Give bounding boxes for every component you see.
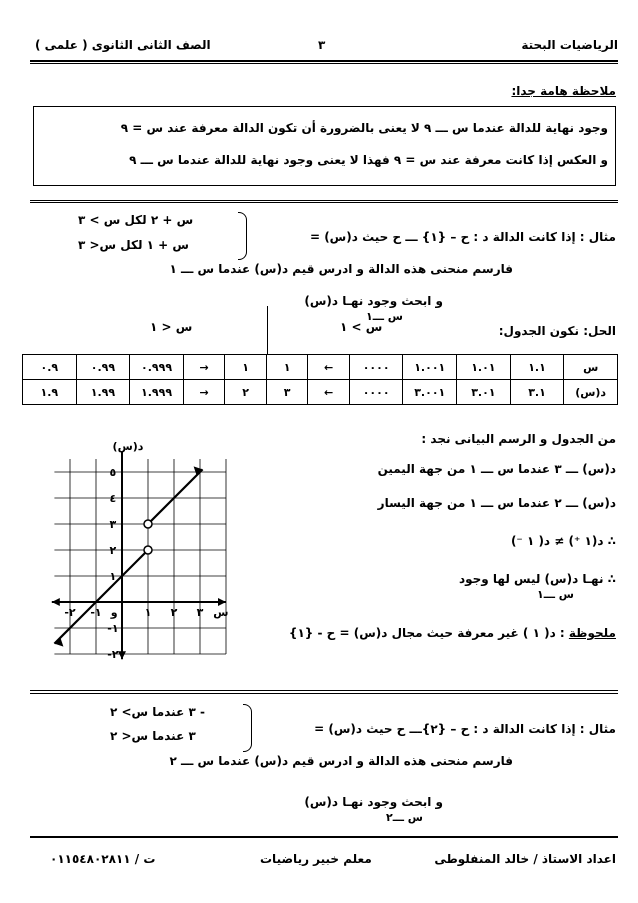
- x-tick-label: ٢: [170, 606, 178, 619]
- footer-phone-number: ٠١١٥٤٨٠٢٨١١: [50, 852, 131, 866]
- y-tick-label: ٢: [109, 544, 117, 557]
- table-cell: ٠.٩٩: [76, 355, 130, 380]
- table-cell: ٠٠٠٠: [349, 380, 403, 405]
- example1-case-1: س + ٢ لكل س > ٣: [78, 213, 194, 227]
- remark: [289, 626, 616, 640]
- subject-title: الرياضيات البحتة: [521, 38, 618, 52]
- example2-limit-sub: س ـــ٢: [385, 811, 423, 824]
- solution-label: الحل: نكون الجدول:: [498, 324, 616, 338]
- table-cell: ١: [266, 355, 307, 380]
- analysis-right-limit: د(س) ـــ ٣ عندما س ـــ ١ من جهة اليمين: [377, 462, 616, 476]
- table-cell: →: [183, 380, 224, 405]
- piecewise-brace: [238, 212, 247, 260]
- values-table: [22, 354, 618, 405]
- x-tick-label: ١: [144, 606, 152, 619]
- example1-task-2: و ابحث وجود نهـا د(س): [304, 294, 443, 308]
- note-line-1: وجود نهاية للدالة عندما س ـــ ٩ لا يعنى بالضرورة أن تكون الدالة معرفة عند س = ٩: [120, 121, 608, 135]
- table-cell: د(س): [564, 380, 618, 405]
- table-cell: ٢: [225, 380, 266, 405]
- table-cell: ٠.٩٩٩: [130, 355, 184, 380]
- open-point-lower: [144, 546, 152, 554]
- y-tick-label: ٥: [109, 466, 117, 479]
- footer-rule: [30, 836, 618, 838]
- example2-task-2: و ابحث وجود نهـا د(س): [304, 795, 443, 809]
- analysis-conclusion-sub: س ـــ١: [536, 588, 574, 601]
- table-cell: ٣.٠١: [457, 380, 511, 405]
- table-cell: ٣.٠٠١: [403, 380, 457, 405]
- analysis-inequality: ∴ د(١ ⁺) ≠ د( ١ ⁻): [510, 534, 616, 548]
- y-tick-label: -١: [107, 622, 119, 635]
- analysis-conclusion: ∴ نهـا د(س) ليس لها وجود: [458, 572, 616, 586]
- divider-2: [30, 690, 618, 691]
- table-cell: ١.١: [510, 355, 564, 380]
- table-row: [23, 355, 618, 380]
- table-row: [23, 380, 618, 405]
- x-tick-label: -٢: [64, 606, 76, 619]
- table-cell: ٣.١: [510, 380, 564, 405]
- table-side-divider: [267, 306, 268, 354]
- right-side-heading: س > ١: [340, 320, 383, 334]
- table-cell: ١.٠١: [457, 355, 511, 380]
- remark-label: ملحوظة: [568, 626, 616, 640]
- table-cell: ٠٠٠٠: [349, 355, 403, 380]
- example1-task-1: فارسم منحنى هذه الدالة و ادرس قيم د(س) عندما س ـــ ١: [169, 262, 513, 276]
- origin-label: و: [110, 606, 118, 619]
- x-axis-label: س: [213, 606, 229, 619]
- branch-left-line: [54, 550, 148, 644]
- x-tick-label: -١: [90, 606, 102, 619]
- analysis-left-limit: د(س) ـــ ٢ عندما س ـــ ١ من جهة اليسار: [377, 496, 616, 510]
- grade-title: الصف الثانى الثانوى ( علمى ): [35, 38, 211, 52]
- table-cell: ٣: [266, 380, 307, 405]
- table-cell: ١: [225, 355, 266, 380]
- table-cell: ٠.٩: [23, 355, 77, 380]
- graph-curves: [54, 466, 202, 646]
- table-cell: ←: [308, 355, 349, 380]
- header-rule: [30, 60, 618, 62]
- branch-right-line: [148, 469, 203, 524]
- y-tick-label: ٣: [109, 518, 117, 531]
- table-cell: ١.٩٩٩: [130, 380, 184, 405]
- page-number: ٣: [318, 38, 326, 52]
- left-side-heading: س < ١: [150, 320, 193, 334]
- open-point-upper: [144, 520, 152, 528]
- y-tick-label: ١: [109, 570, 117, 583]
- table-cell: →: [183, 355, 224, 380]
- note-title: ملاحظة هامة جدا:: [511, 84, 616, 98]
- function-graph: [42, 438, 232, 660]
- note-box: [33, 106, 616, 186]
- example2-case-1: - ٣ عندما س> ٢: [110, 705, 205, 719]
- y-tick-label: -٢: [107, 648, 119, 660]
- footer-role: معلم خبير رياضيات: [260, 852, 372, 866]
- y-axis-label: د(س): [112, 440, 144, 453]
- example1-limit-sub: س ـــ١: [365, 310, 403, 323]
- table-cell: ١.٩٩: [76, 380, 130, 405]
- example2-intro: مثال : إذا كانت الدالة د : ح – {٢}ـــ ح حيث د(س) =: [314, 722, 616, 736]
- header-rule-thin: [30, 63, 618, 64]
- example1-case-2: س + ١ لكل س< ٣: [78, 238, 189, 252]
- example2-task-1: فارسم منحنى هذه الدالة و ادرس قيم د(س) عندما س ـــ ٢: [169, 754, 513, 768]
- note-line-2: و العكس إذا كانت معرفة عند س = ٩ فهذا لا يعنى وجود نهاية للدالة عندما س ـــ ٩: [129, 153, 608, 167]
- analysis-intro: من الجدول و الرسم البيانى نجد :: [421, 432, 616, 446]
- divider-2b: [30, 693, 618, 694]
- table-cell: ١.٠٠١: [403, 355, 457, 380]
- remark-text: : د( ١ ) غير معرفة حيث مجال د(س) = ح - {١}: [288, 626, 565, 640]
- x-tick-label: ٣: [196, 606, 204, 619]
- footer-phone: [50, 852, 155, 866]
- y-tick-label: ٤: [109, 492, 117, 505]
- table-cell: س: [564, 355, 618, 380]
- table-cell: ←: [308, 380, 349, 405]
- example1-intro: مثال : إذا كانت الدالة د : ح – {١} ـــ ح حيث د(س) =: [309, 230, 616, 244]
- divider-1: [30, 200, 618, 201]
- piecewise-brace-2: [243, 704, 252, 752]
- example2-case-2: ٣ عندما س< ٢: [110, 729, 196, 743]
- table-cell: ١.٩: [23, 380, 77, 405]
- axis-arrowhead: [218, 598, 226, 606]
- axis-arrowhead: [118, 651, 126, 659]
- axis-arrowhead: [52, 598, 60, 606]
- divider-1b: [30, 202, 618, 203]
- footer-author: اعداد الاستاذ / خالد المنفلوطى: [434, 852, 616, 866]
- footer-phone-label: ت /: [134, 852, 156, 866]
